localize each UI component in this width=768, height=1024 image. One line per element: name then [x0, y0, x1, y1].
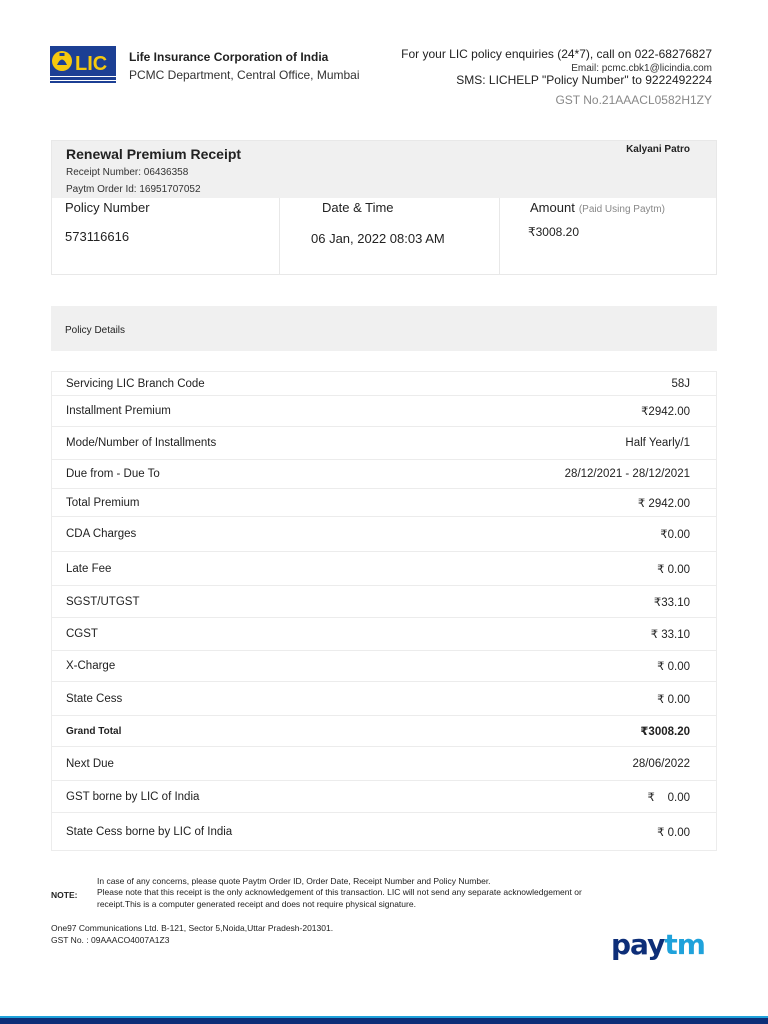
detail-value: ₹ 33.10	[650, 629, 690, 641]
detail-key: State Cess borne by LIC of India	[66, 825, 233, 838]
detail-key: X-Charge	[66, 660, 116, 672]
detail-key: CDA Charges	[66, 528, 137, 540]
detail-row	[52, 459, 716, 488]
detail-row	[52, 585, 716, 617]
detail-key: Due from - Due To	[66, 468, 160, 480]
header	[50, 44, 712, 106]
detail-row	[52, 681, 716, 715]
detail-row	[52, 650, 716, 681]
bottom-bar-accent	[0, 1016, 768, 1018]
bottom-bar	[0, 1016, 768, 1024]
detail-value: ₹ 0.00	[657, 661, 690, 673]
note-line-3: receipt.This is a computer generated receipt and does not require physical signature.	[97, 898, 416, 909]
amount-label-wrap	[530, 200, 665, 215]
paytm-order-id: Paytm Order Id: 16951707052	[66, 184, 201, 195]
note-line-2: Please note that this receipt is the only acknowledgement of this transaction. LIC will not send any separate acknowledgement or	[97, 887, 582, 898]
detail-value: ₹0.00	[660, 529, 690, 541]
detail-key: Mode/Number of Installments	[66, 437, 217, 449]
detail-row	[52, 426, 716, 459]
policy-details-heading-box	[51, 306, 717, 351]
detail-value: ₹ 0.00	[657, 693, 690, 706]
email-line: Email: pcmc.cbk1@licindia.com	[571, 63, 712, 74]
logo-text: LIC	[75, 53, 108, 75]
org-info	[129, 48, 360, 84]
detail-value: ₹ 2942.00	[637, 497, 690, 510]
detail-value: ₹2942.00	[641, 406, 690, 418]
detail-key: Servicing LIC Branch Code	[66, 377, 205, 390]
lic-logo-icon	[50, 46, 116, 84]
policy-number-col	[52, 198, 279, 275]
detail-value: 28/12/2021 - 28/12/2021	[564, 468, 690, 480]
payer-name: Kalyani Patro	[626, 144, 690, 155]
detail-key: Grand Total	[66, 725, 122, 737]
company-address: One97 Communications Ltd. B-121, Sector 5,Noida,Uttar Pradesh-201301.	[51, 923, 334, 933]
contact-line: For your LIC policy enquiries (24*7), call on 022-68276827	[401, 47, 712, 61]
policy-number-label: Policy Number	[65, 200, 150, 215]
receipt-number: Receipt Number: 06436358	[66, 167, 189, 178]
contact-info	[401, 48, 712, 107]
detail-value: ₹ 0.00	[657, 826, 690, 839]
footer-address	[51, 922, 333, 946]
detail-row	[52, 395, 716, 426]
note-line-1: In case of any concerns, please quote Paytm Order ID, Order Date, Receipt Number and Policy Number.	[97, 876, 491, 886]
detail-value: ₹3008.20	[640, 726, 690, 738]
detail-value: 28/06/2022	[632, 757, 690, 770]
datetime-value: 06 Jan, 2022 08:03 AM	[311, 231, 445, 246]
gst-line: GST No.21AAACL0582H1ZY	[555, 93, 712, 107]
detail-row	[52, 551, 716, 585]
detail-key: GST borne by LIC of India	[66, 790, 200, 803]
policy-number-value: 573116616	[65, 229, 130, 244]
detail-row	[52, 372, 716, 395]
detail-key: CGST	[66, 628, 98, 640]
detail-key: Late Fee	[66, 562, 112, 575]
detail-key: Next Due	[66, 757, 114, 770]
paytm-logo-icon	[611, 926, 711, 960]
detail-key: Total Premium	[66, 496, 140, 509]
amount-note: (Paid Using Paytm)	[578, 204, 665, 215]
receipt-title: Renewal Premium Receipt	[66, 146, 242, 162]
policy-details-table	[51, 371, 717, 851]
detail-row	[52, 812, 716, 850]
amount-value: ₹3008.20	[528, 225, 580, 239]
detail-value: ₹ 0.00	[647, 791, 690, 804]
org-name: Life Insurance Corporation of India	[129, 50, 329, 64]
sms-line: SMS: LICHELP "Policy Number" to 9222492224	[456, 73, 712, 87]
note-text	[97, 876, 657, 910]
svg-text:paytm	[611, 928, 705, 960]
policy-details-heading: Policy Details	[65, 325, 126, 336]
detail-value: ₹33.10	[653, 596, 690, 609]
receipt-header	[52, 141, 716, 198]
amount-label: Amount	[530, 200, 575, 215]
detail-key: SGST/UTGST	[66, 595, 140, 608]
detail-key: State Cess	[66, 692, 123, 705]
detail-row	[52, 746, 716, 780]
detail-value: ₹ 0.00	[657, 563, 690, 576]
detail-row	[52, 715, 716, 746]
paytm-logo-part-tm: tm	[664, 928, 705, 960]
amount-col	[499, 198, 716, 275]
detail-row	[52, 488, 716, 516]
datetime-label: Date & Time	[322, 200, 394, 215]
company-gst: GST No. : 09AAACO4007A1Z3	[51, 935, 170, 945]
detail-row	[52, 617, 716, 650]
detail-value: 58J	[671, 377, 690, 390]
detail-row	[52, 516, 716, 551]
detail-value: Half Yearly/1	[625, 437, 690, 449]
datetime-col	[279, 198, 499, 275]
note-label: NOTE:	[51, 890, 78, 900]
paytm-logo-part-pay: pay	[611, 928, 665, 960]
org-dept: PCMC Department, Central Office, Mumbai	[129, 68, 360, 82]
detail-key: Installment Premium	[66, 405, 171, 417]
detail-row	[52, 780, 716, 812]
receipt-columns	[52, 198, 716, 275]
receipt-box	[51, 140, 717, 275]
